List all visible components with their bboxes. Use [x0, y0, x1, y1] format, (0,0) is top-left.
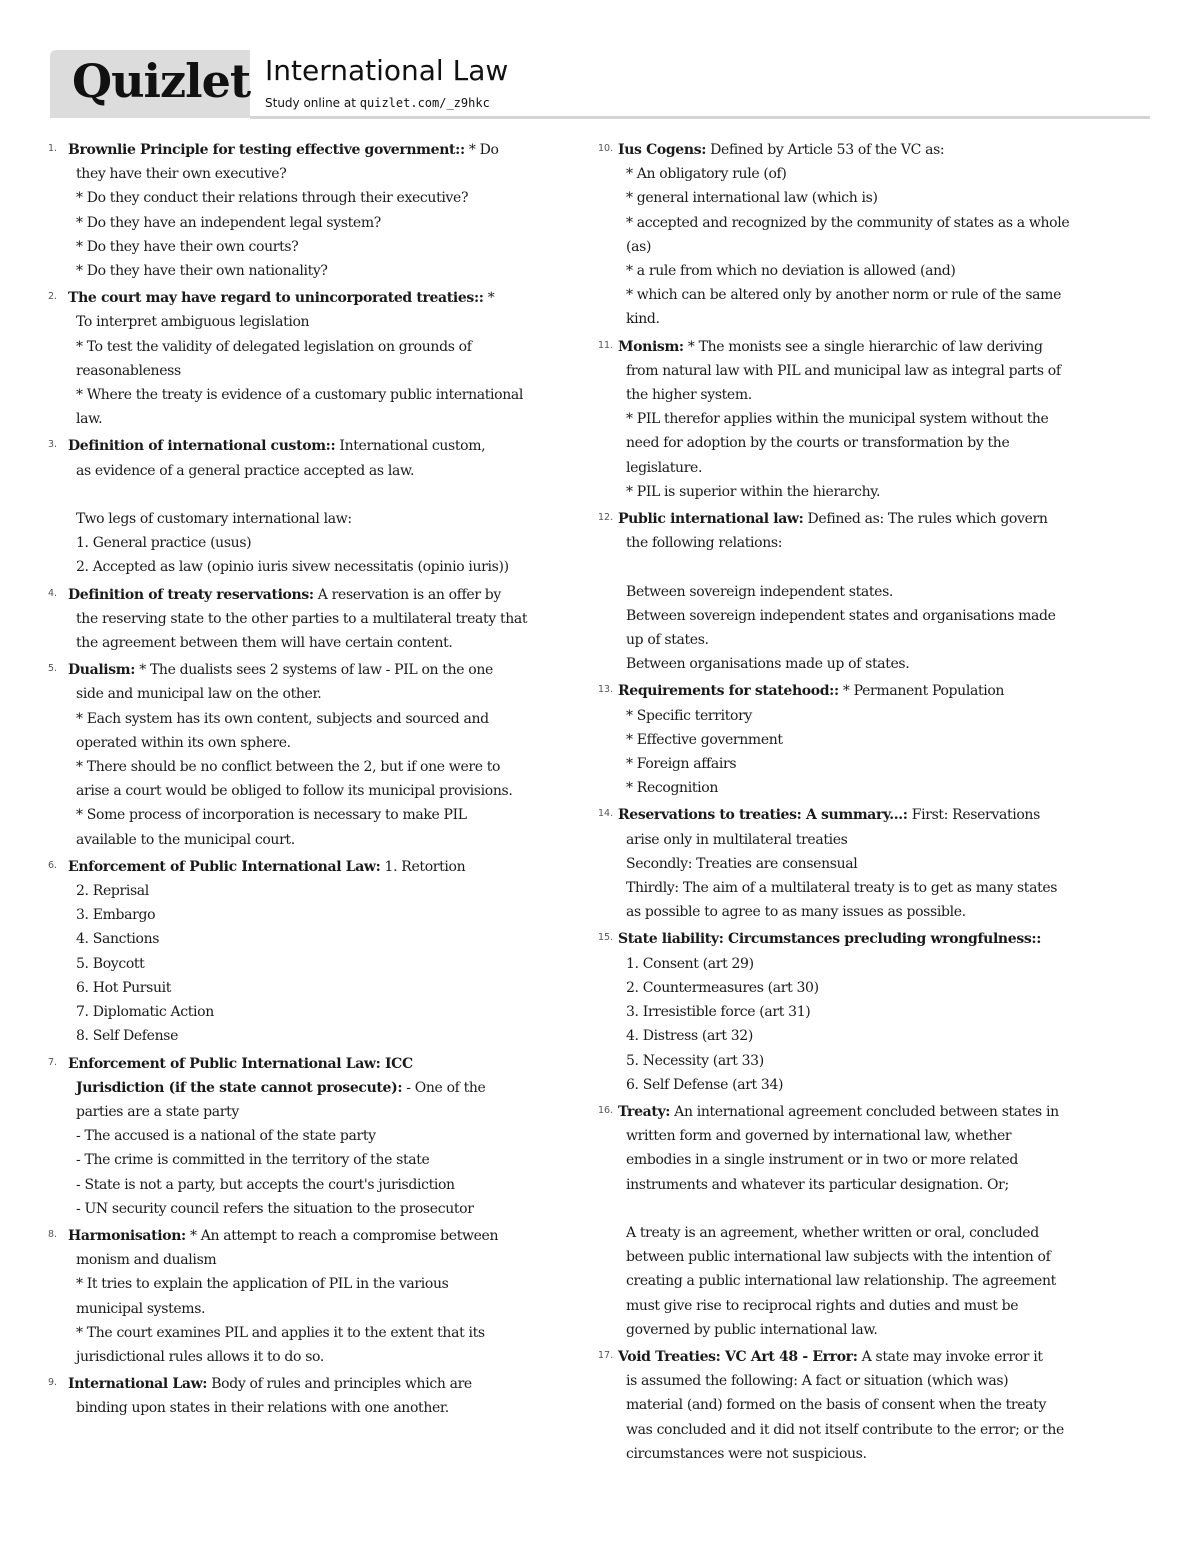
- entry-definition-line: available to the municipal court.: [76, 831, 295, 848]
- entry-definition-line: * Some process of incorporation is necessary to make PIL: [76, 807, 467, 824]
- entry-definition-line: kind.: [626, 311, 660, 328]
- entry-number: 9.: [48, 1377, 58, 1389]
- entry-definition-line: was concluded and it did not itself contribute to the error; or the: [626, 1421, 1064, 1438]
- entry-number: 14.: [598, 808, 614, 820]
- flashcard-entry: [48, 286, 573, 431]
- entry-first-line: [618, 927, 1123, 951]
- flashcard-entry: [598, 679, 1123, 800]
- entry-definition-line: * Do they have an independent legal system?: [76, 214, 381, 231]
- entry-term: Jurisdiction (if the state cannot prosecute):: [76, 1079, 403, 1096]
- entry-term: State liability: Circumstances precluding wrongfulness::: [618, 931, 1042, 948]
- entry-definition-line: * Foreign affairs: [626, 756, 737, 773]
- entry-first-line: [68, 286, 573, 310]
- flashcard-entry: [48, 1052, 573, 1221]
- entry-term: International Law:: [68, 1376, 208, 1393]
- entry-definition: A reservation is an offer by: [313, 586, 501, 603]
- entry-term: Enforcement of Public International Law:: [68, 858, 381, 875]
- entry-definition-line: up of states.: [626, 632, 709, 649]
- entry-definition-line: * Effective government: [626, 731, 783, 748]
- entry-term: Treaty:: [618, 1103, 671, 1120]
- entry-number: 10.: [598, 143, 614, 154]
- entry-term: Public international law:: [618, 511, 804, 528]
- entry-definition-line: governed by public international law.: [626, 1321, 878, 1338]
- entry-definition-line: monism and dualism: [76, 1252, 217, 1269]
- entry-definition-line: (as): [626, 238, 652, 255]
- entry-definition-line: A treaty is an agreement, whether written or oral, concluded: [626, 1224, 1039, 1241]
- blank-line: [68, 483, 573, 507]
- flashcard-entry: [48, 1224, 573, 1369]
- entry-definition-line: * PIL therefor applies within the municipal system without the: [626, 411, 1049, 428]
- entry-first-line: [618, 138, 1123, 162]
- entry-definition: * The monists see a single hierarchic of law deriving: [683, 338, 1043, 355]
- entry-term: Harmonisation:: [68, 1227, 186, 1244]
- entry-definition-line: 4. Sanctions: [76, 931, 160, 948]
- entry-number: 11.: [598, 339, 614, 351]
- entry-definition-line: * There should be no conflict between the 2, but if one were to: [76, 759, 501, 776]
- entry-definition-line: binding upon states in their relations with one another.: [76, 1400, 449, 1417]
- entry-term-line: [68, 1076, 573, 1100]
- quizlet-logo: Quizlet: [72, 54, 251, 108]
- entry-number: 5.: [48, 663, 58, 675]
- entry-definition-line: * To test the validity of delegated legislation on grounds of: [76, 338, 472, 355]
- entry-definition-line: operated within its own sphere.: [76, 734, 291, 751]
- entry-definition-line: arise a court would be obliged to follow its municipal provisions.: [76, 783, 513, 800]
- entry-number: 15.: [598, 932, 614, 944]
- entry-term: Reservations to treaties: A summary...:: [618, 807, 908, 824]
- flashcard-entry: [48, 138, 573, 283]
- entry-definition: Defined by Article 53 of the VC as:: [706, 142, 945, 158]
- entry-number: 12.: [598, 512, 614, 524]
- entry-definition-line: - UN security council refers the situation to the prosecutor: [76, 1200, 474, 1217]
- entry-definition-line: creating a public international law relationship. The agreement: [626, 1273, 1056, 1290]
- entry-first-line: [618, 803, 1123, 827]
- entry-definition-line: * PIL is superior within the hierarchy.: [626, 483, 881, 500]
- entry-definition: Defined as: The rules which govern: [803, 511, 1048, 528]
- entry-definition-line: written form and governed by international law, whether: [626, 1128, 1012, 1145]
- entry-definition: An international agreement concluded between states in: [670, 1103, 1059, 1120]
- page-header: [50, 50, 1150, 120]
- entry-first-line: [618, 335, 1123, 359]
- entry-definition: * Permanent Population: [838, 683, 1005, 700]
- flashcard-entry: [48, 658, 573, 852]
- entry-definition-line: 8. Self Defense: [76, 1028, 179, 1045]
- entry-definition-line: * Where the treaty is evidence of a customary public international: [76, 387, 524, 404]
- entry-definition-line: Between sovereign independent states.: [626, 583, 894, 600]
- entry-definition-line: * accepted and recognized by the community of states as a whole: [626, 214, 1070, 231]
- entry-term: Dualism:: [68, 662, 136, 679]
- entry-term: Ius Cogens:: [618, 142, 707, 158]
- entry-definition-line: must give rise to reciprocal rights and duties and must be: [626, 1297, 1019, 1314]
- flashcard-entry: [48, 583, 573, 656]
- entry-definition-line: * An obligatory rule (of): [626, 166, 787, 183]
- entry-term: Requirements for statehood::: [618, 683, 839, 700]
- entry-first-line: [68, 434, 573, 458]
- flashcard-entry: [598, 335, 1123, 504]
- entry-first-line: [68, 583, 573, 607]
- entry-first-line: [618, 507, 1123, 531]
- entry-definition-line: municipal systems.: [76, 1300, 206, 1317]
- entry-definition-line: Thirdly: The aim of a multilateral treaty is to get as many states: [626, 880, 1058, 897]
- entry-definition-line: Two legs of customary international law:: [76, 511, 352, 528]
- entry-definition-line: arise only in multilateral treaties: [626, 831, 848, 848]
- entry-definition-line: * Do they have their own courts?: [76, 238, 299, 255]
- entry-definition-line: * Specific territory: [626, 707, 752, 724]
- page-subtitle: [265, 96, 490, 110]
- entry-definition-line: 4. Distress (art 32): [626, 1028, 753, 1045]
- entry-number: 8.: [48, 1228, 58, 1240]
- entry-first-line: [68, 1224, 573, 1248]
- entry-number: 1.: [48, 143, 58, 154]
- flashcard-entry: [598, 1100, 1123, 1342]
- entry-term: Void Treaties: VC Art 48 - Error:: [618, 1348, 858, 1365]
- entry-definition-line: * Recognition: [626, 780, 719, 797]
- entry-definition: Body of rules and principles which are: [207, 1376, 472, 1393]
- entry-definition: * The dualists sees 2 systems of law - PIL on the one: [135, 662, 493, 679]
- entry-first-line: [618, 1345, 1123, 1369]
- entry-number: 4.: [48, 587, 58, 599]
- entry-definition-line: circumstances were not suspicious.: [626, 1445, 867, 1462]
- entry-definition: 1. Retortion: [380, 858, 466, 875]
- entry-definition-line: between public international law subjects with the intention of: [626, 1249, 1051, 1266]
- subtitle-url[interactable]: quizlet.com/_z9hkc: [359, 96, 490, 110]
- entry-number: 7.: [48, 1056, 58, 1068]
- entry-definition-line: To interpret ambiguous legislation: [76, 314, 310, 331]
- entry-definition-line: 7. Diplomatic Action: [76, 1004, 214, 1021]
- entry-definition-line: instruments and whatever its particular designation. Or;: [626, 1176, 1009, 1193]
- right-column: [598, 138, 1123, 1469]
- entry-definition-line: from natural law with PIL and municipal law as integral parts of: [626, 362, 1061, 379]
- entry-definition: A state may invoke error it: [857, 1348, 1043, 1365]
- entry-definition-line: * Do they conduct their relations through their executive?: [76, 190, 469, 207]
- entry-first-line: [68, 138, 573, 162]
- header-divider: [250, 116, 1150, 119]
- entry-number: 16.: [598, 1104, 614, 1116]
- entry-definition-line: side and municipal law on the other.: [76, 686, 322, 703]
- entry-definition-line: 3. Embargo: [76, 907, 156, 924]
- entry-first-line: [68, 855, 573, 879]
- subtitle-prefix: Study online at: [265, 96, 360, 110]
- entry-definition-line: - The crime is committed in the territory of the state: [76, 1152, 430, 1169]
- entry-definition: * Do: [464, 142, 499, 158]
- entry-definition-line: embodies in a single instrument or in two or more related: [626, 1152, 1019, 1169]
- entry-term: Definition of treaty reservations:: [68, 586, 314, 603]
- flashcard-entry: [598, 803, 1123, 924]
- entry-definition: - One of the: [402, 1079, 486, 1096]
- entry-definition: International custom,: [335, 438, 486, 455]
- entry-first-line: [618, 1100, 1123, 1124]
- flashcard-entry: [598, 507, 1123, 676]
- entry-definition-line: 1. Consent (art 29): [626, 955, 754, 972]
- entry-first-line: [68, 1372, 573, 1396]
- flashcard-entry: [48, 855, 573, 1049]
- entry-definition-line: * The court examines PIL and applies it to the extent that its: [76, 1324, 485, 1341]
- left-column: [48, 138, 573, 1424]
- entry-definition-line: * It tries to explain the application of PIL in the various: [76, 1276, 449, 1293]
- entry-definition: * An attempt to reach a compromise between: [185, 1227, 499, 1244]
- entry-definition: *: [483, 290, 495, 307]
- flashcard-entry: [598, 927, 1123, 1096]
- blank-line: [618, 555, 1123, 579]
- entry-definition-line: material (and) formed on the basis of consent when the treaty: [626, 1397, 1047, 1414]
- logo-box: [50, 50, 250, 118]
- entry-first-line: [68, 658, 573, 682]
- entry-definition-line: 3. Irresistible force (art 31): [626, 1004, 811, 1021]
- flashcard-entry: [598, 138, 1123, 332]
- entry-definition-line: parties are a state party: [76, 1103, 239, 1120]
- entry-term: Monism:: [618, 338, 684, 355]
- entry-definition-line: Secondly: Treaties are consensual: [626, 855, 858, 872]
- entry-definition-line: the reserving state to the other parties to a multilateral treaty that: [76, 610, 528, 627]
- entry-definition-line: * Do they have their own nationality?: [76, 263, 328, 280]
- entry-definition-line: Between sovereign independent states and organisations made: [626, 607, 1056, 624]
- entry-definition-line: legislature.: [626, 459, 703, 476]
- entry-number: 13.: [598, 684, 614, 696]
- entry-definition-line: they have their own executive?: [76, 166, 287, 183]
- entry-definition-line: jurisdictional rules allows it to do so.: [76, 1348, 324, 1365]
- entry-definition-line: 2. Reprisal: [76, 883, 149, 900]
- entry-definition-line: 6. Self Defense (art 34): [626, 1076, 784, 1093]
- entry-definition-line: reasonableness: [76, 362, 181, 379]
- entry-definition-line: as evidence of a general practice accepted as law.: [76, 462, 415, 479]
- entry-definition-line: 1. General practice (usus): [76, 535, 252, 552]
- entry-definition-line: need for adoption by the courts or transformation by the: [626, 435, 1010, 452]
- entry-first-line: [618, 679, 1123, 703]
- blank-line: [618, 1197, 1123, 1221]
- entry-term: Enforcement of Public International Law: ICC: [68, 1055, 413, 1072]
- entry-definition-line: 6. Hot Pursuit: [76, 979, 172, 996]
- entry-definition-line: * Each system has its own content, subjects and sourced and: [76, 710, 489, 727]
- entry-definition-line: 5. Boycott: [76, 955, 145, 972]
- flashcard-entry: [598, 1345, 1123, 1466]
- page-title: International Law: [265, 54, 509, 87]
- entry-term: Definition of international custom::: [68, 438, 336, 455]
- entry-definition-line: - State is not a party, but accepts the court's jurisdiction: [76, 1176, 455, 1193]
- entry-definition: First: Reservations: [907, 807, 1040, 824]
- entry-number: 2.: [48, 291, 58, 303]
- entry-definition-line: * a rule from which no deviation is allowed (and): [626, 263, 956, 280]
- entry-definition-line: the higher system.: [626, 387, 752, 404]
- entry-definition-line: * general international law (which is): [626, 190, 878, 207]
- entry-number: 6.: [48, 859, 58, 871]
- entry-definition-line: 2. Countermeasures (art 30): [626, 979, 819, 996]
- entry-definition-line: * which can be altered only by another norm or rule of the same: [626, 287, 1062, 304]
- flashcard-entry: [48, 1372, 573, 1420]
- entry-number: 3.: [48, 439, 58, 451]
- entry-definition-line: the following relations:: [626, 535, 783, 552]
- entry-term: Brownlie Principle for testing effective government::: [68, 142, 465, 158]
- entry-definition-line: 5. Necessity (art 33): [626, 1052, 764, 1069]
- entry-definition-line: as possible to agree to as many issues as possible.: [626, 904, 966, 921]
- entry-term: The court may have regard to unincorporated treaties::: [68, 290, 484, 307]
- entry-number: 17.: [598, 1349, 614, 1361]
- entry-definition-line: is assumed the following: A fact or situation (which was): [626, 1373, 1009, 1390]
- entry-first-line: [68, 1052, 573, 1076]
- flashcard-entry: [48, 434, 573, 579]
- entry-definition-line: 2. Accepted as law (opinio iuris sivew necessitatis (opinio iuris)): [76, 559, 509, 576]
- entry-definition-line: the agreement between them will have certain content.: [76, 635, 453, 652]
- entry-definition-line: Between organisations made up of states.: [626, 656, 910, 673]
- entry-definition-line: - The accused is a national of the state party: [76, 1128, 376, 1145]
- entry-definition-line: law.: [76, 411, 103, 428]
